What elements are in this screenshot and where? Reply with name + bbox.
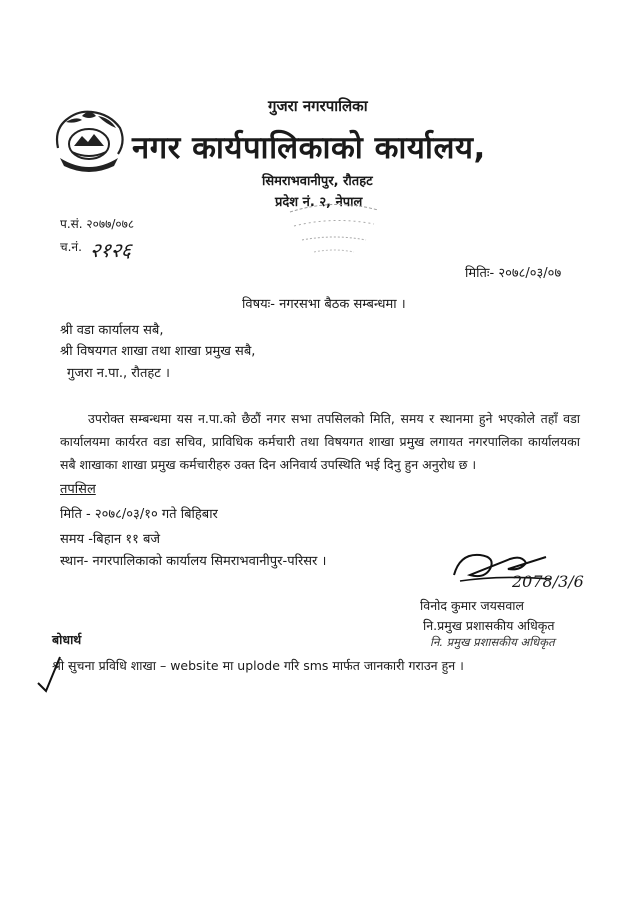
office-address-line2: प्रदेश नं. २, नेपाल (275, 195, 363, 210)
letter-subject: विषयः- नगरसभा बैठक सम्बन्धमा । (242, 297, 406, 312)
schedule-time: समय -बिहान ११ बजे (60, 532, 161, 547)
office-address-line1: सिमराभवानीपुर, रौतहट (262, 174, 373, 189)
signature-date-handwritten: 2078/3/6 (512, 572, 584, 591)
dispatch-number-label: च.नं. (60, 240, 82, 254)
letter-date: मितिः- २०७८/०३/०७ (465, 266, 562, 281)
office-stamp-impression (284, 196, 384, 258)
signatory-title: नि.प्रमुख प्रशासकीय अधिकृत (423, 618, 555, 633)
schedule-place: स्थान- नगरपालिकाको कार्यालय सिमराभवानीपुर-परिसर । (60, 554, 327, 569)
addressee-line2: श्री विषयगत शाखा तथा शाखा प्रमुख सबै, (60, 344, 256, 359)
signatory-name: विनोद कुमार जयसवाल (420, 598, 525, 613)
dispatch-number-handwritten: २१२६ (88, 238, 134, 262)
letter-body: उपरोक्त सम्बन्धमा यस न.पा.को छैठौं नगर सभा तपसिलको मिति, समय र स्थानमा हुने भएकोले तहाँ वडा कार्यालयमा कार्यरत वडा सचिव, प्राविधिक कर्मचारी तथा विषयगत शाखा प्रमुख लगायत नगरपालिका कार्यालयका सबै शाखाका शाखा प्रमुख कर्मचारीहरु उक्त दिन अनिवार्य उपस्थिति भई दिनु हुन अनुरोध छ । (60, 411, 580, 472)
cc-text: श्री सुचना प्रविधि शाखा – website मा uplode गरि sms मार्फत जानकारी गराउन हुन । (52, 658, 464, 673)
addressee-line1: श्री वडा कार्यालय सबै, (60, 323, 164, 338)
schedule-date: मिति - २०७८/०३/१० गते बिहिबार (60, 507, 218, 522)
schedule-heading: तपसिल (60, 482, 96, 497)
office-title: नगर कार्यपालिकाको कार्यालय, (132, 130, 486, 166)
government-emblem-logo (52, 108, 126, 174)
municipality-name: गुजरा नगरपालिका (268, 97, 368, 115)
cc-heading: बोधार्थ (52, 632, 82, 647)
signatory-stamp-text: नि. प्रमुख प्रशासकीय अधिकृत (430, 635, 555, 649)
reference-number: प.सं. २०७७/०७८ (60, 217, 135, 231)
addressee-line3: गुजरा न.पा., रौतहट । (67, 366, 170, 381)
